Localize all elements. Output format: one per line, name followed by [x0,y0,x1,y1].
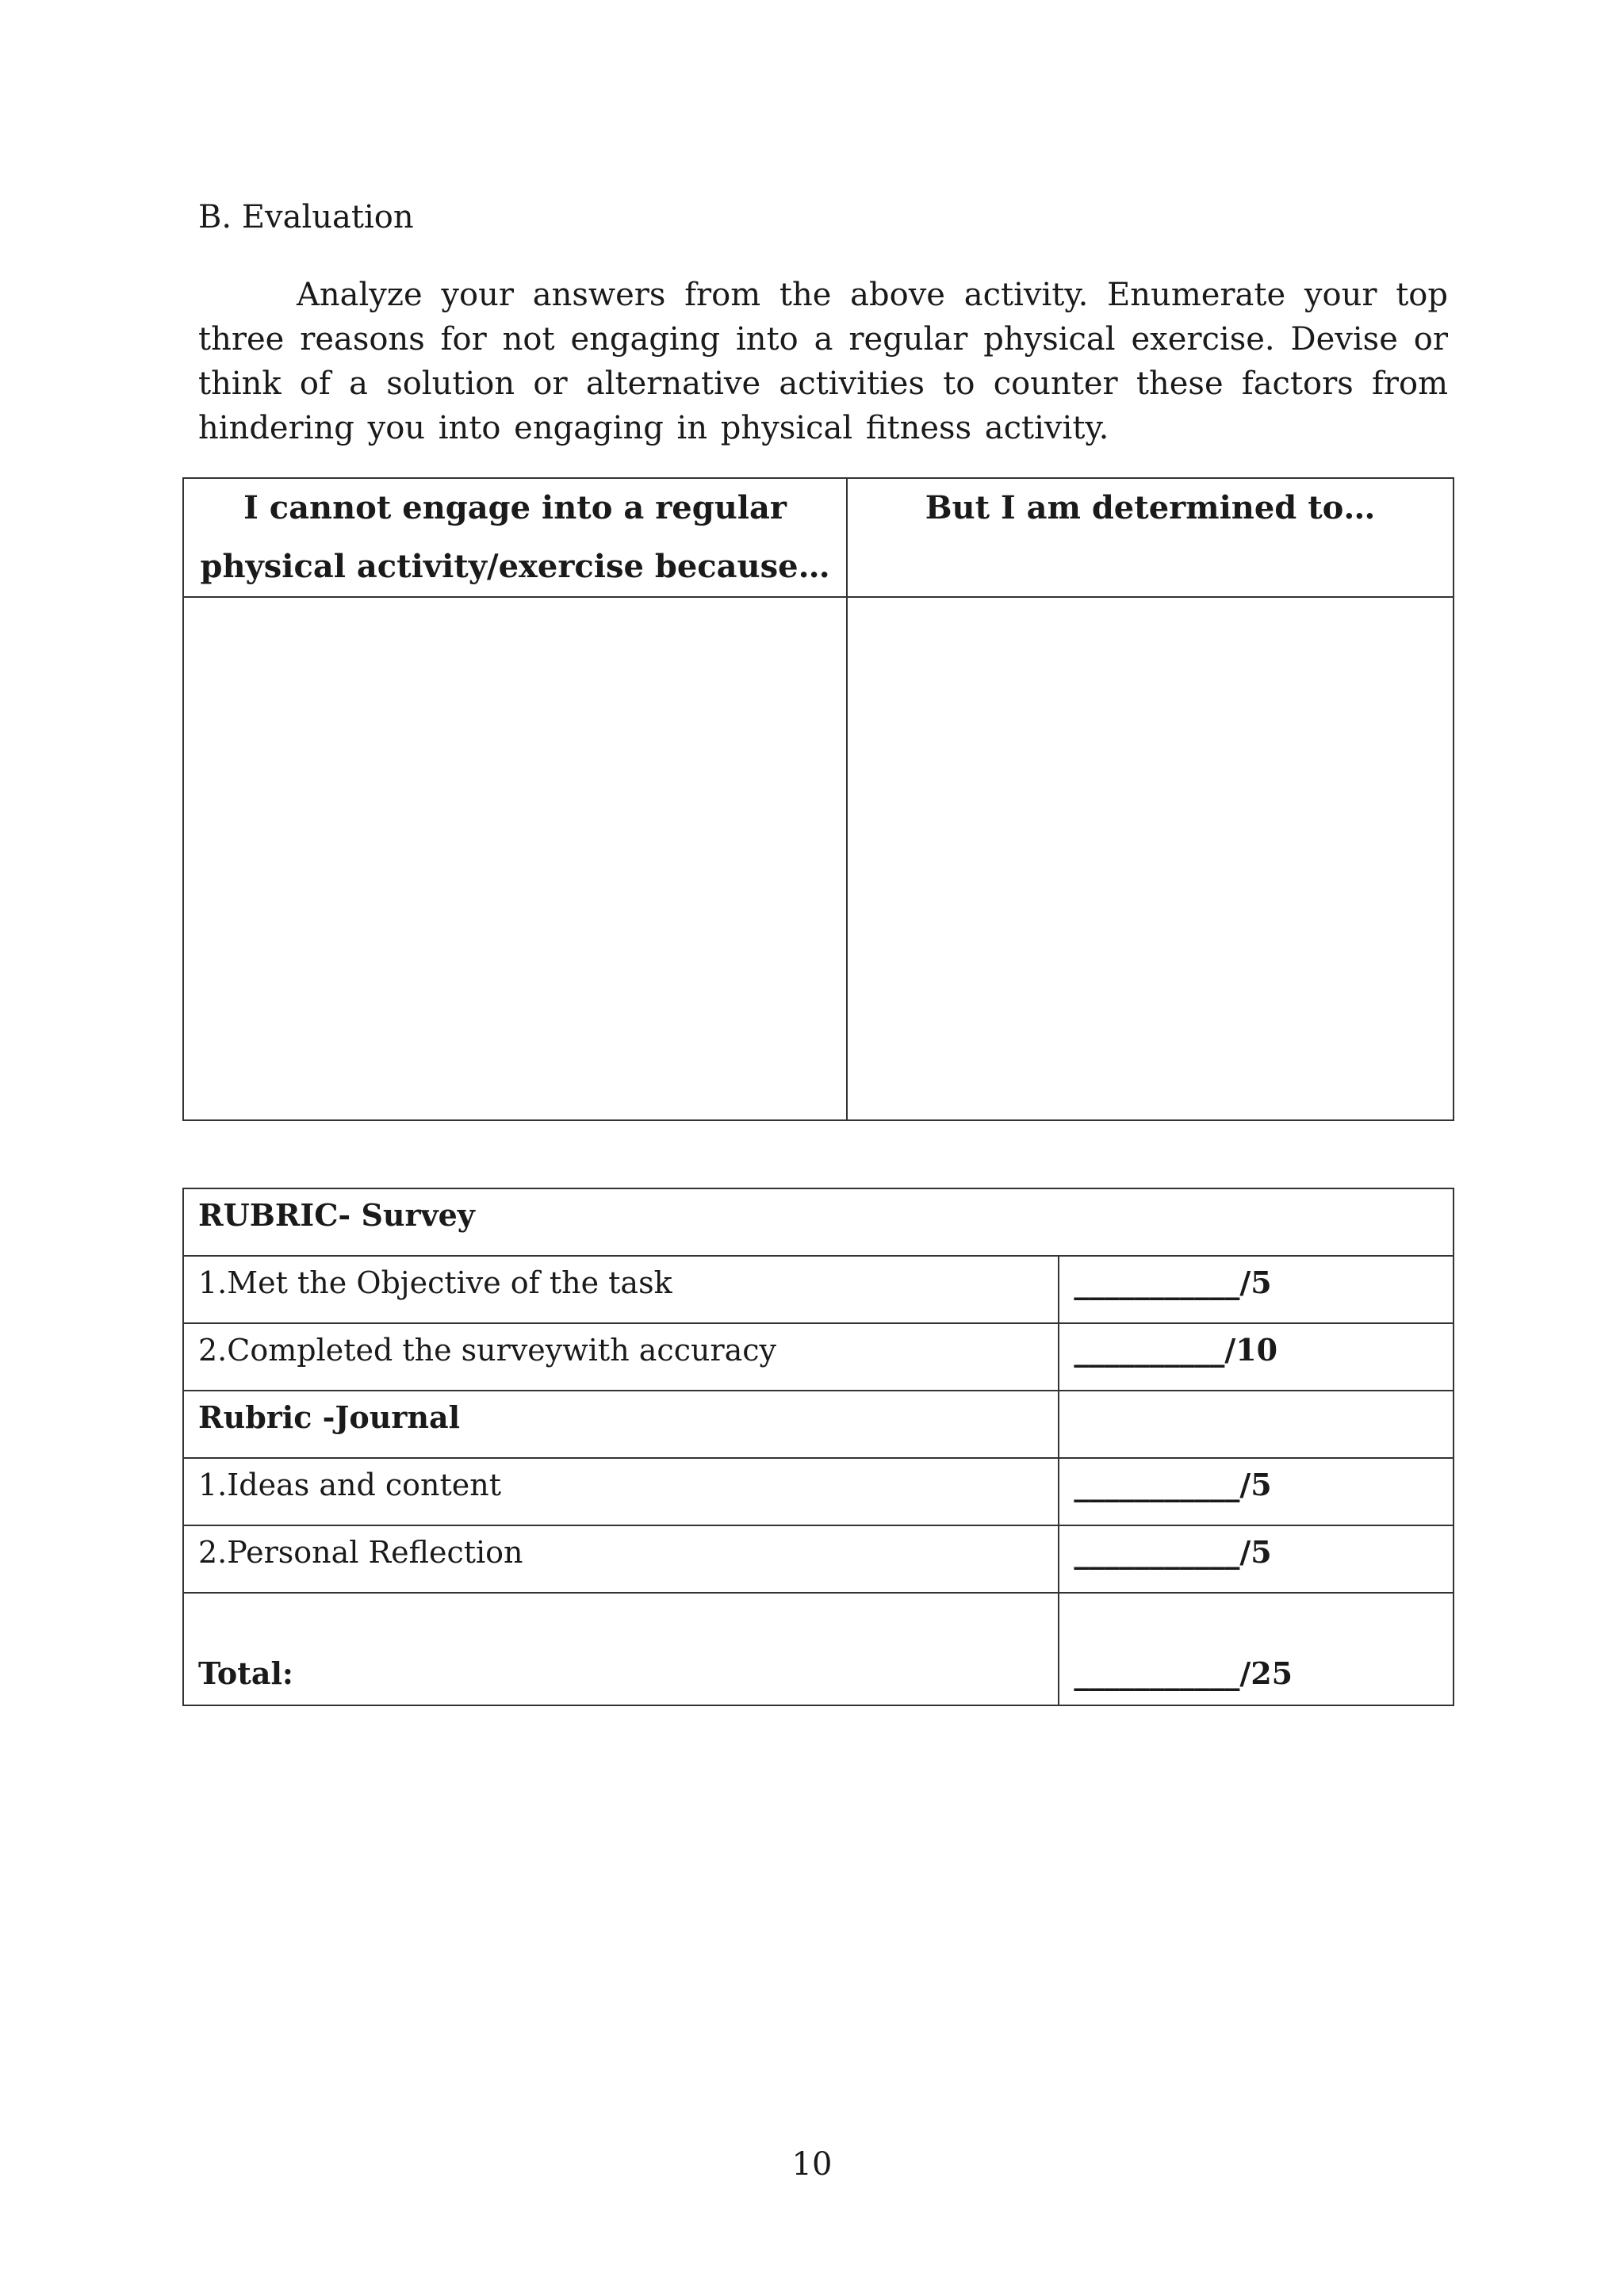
rubric-score-blank: ___________/5 [1059,1256,1454,1323]
rubric-criterion: 2.Completed the surveywith accuracy [183,1323,1059,1391]
rubric-criterion: 2.Personal Reflection [183,1525,1059,1593]
rubric-total-label: Total: [183,1593,1059,1705]
section-heading: B. Evaluation [198,199,414,235]
rubric-score-blank: ___________/5 [1059,1458,1454,1525]
determination-column-header: But I am determined to… [847,478,1454,597]
table-row [183,1458,1454,1525]
reasons-column-header [183,478,847,597]
rubric-score-empty [1059,1391,1454,1458]
table-row [183,1256,1454,1323]
evaluation-table [182,477,1454,1121]
rubric-survey-header-row [183,1188,1454,1256]
table-row [183,1525,1454,1593]
rubric-journal-header-row [183,1391,1454,1458]
evaluation-answer-row [183,597,1454,1120]
page-number: 10 [791,2146,833,2183]
rubric-criterion: 1.Met the Objective of the task [183,1256,1059,1323]
rubric-criterion: 1.Ideas and content [183,1458,1059,1525]
rubric-total-score: ___________/25 [1059,1593,1454,1705]
rubric-total-row [183,1593,1454,1705]
rubric-survey-heading: RUBRIC- Survey [183,1188,1454,1256]
reasons-header-line2: physical activity/exercise because… [200,548,830,585]
reasons-header-line1: I cannot engage into a regular [243,489,787,526]
instructions-paragraph: Analyze your answers from the above activity. Enumerate your top three reasons for not engaging into a regular physical exercise. Devise or think of a solution or alternative activities to counter these factors from hindering you into engaging in physical fitness activity. [198,277,1448,446]
evaluation-header-row [183,478,1454,597]
table-row [183,1323,1454,1391]
rubric-table [182,1188,1454,1706]
rubric-score-blank: __________/10 [1059,1323,1454,1391]
rubric-score-blank: ___________/5 [1059,1525,1454,1593]
rubric-journal-heading: Rubric -Journal [183,1391,1059,1458]
reasons-answer-cell[interactable] [183,597,847,1120]
determination-answer-cell[interactable] [847,597,1454,1120]
